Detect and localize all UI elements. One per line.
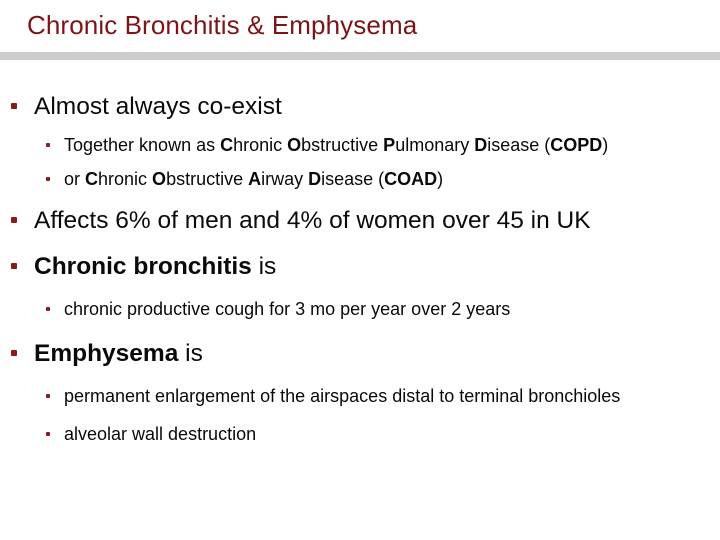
bullet-item-level1 <box>0 339 720 369</box>
bullet-dot-icon <box>11 103 17 109</box>
bullet-dot-icon <box>46 177 50 181</box>
spacer <box>0 125 720 134</box>
bullet-item-level1 <box>0 252 720 282</box>
bullet-dot-icon <box>46 432 50 436</box>
bullet-text: alveolar wall destruction <box>64 424 257 444</box>
bullet-dot-icon <box>46 394 50 398</box>
bullet-item-level1 <box>0 206 720 236</box>
bullet-dot-icon <box>11 217 17 223</box>
spacer <box>0 410 720 423</box>
bullet-text: Almost always co-exist <box>34 93 282 120</box>
spacer <box>0 372 720 385</box>
bullet-item-level2 <box>0 134 720 157</box>
bullet-item-level2 <box>0 168 720 191</box>
bullet-item-level2 <box>0 298 720 321</box>
title-divider <box>0 52 720 60</box>
bullet-text: Together known as Chronic Obstructive Pulmonary Disease (COPD) <box>64 135 609 155</box>
bullet-text: chronic productive cough for 3 mo per year over 2 years <box>64 299 511 319</box>
page-title: Chronic Bronchitis & Emphysema <box>27 10 418 40</box>
bullet-item-level2 <box>0 423 720 446</box>
bullet-dot-icon <box>46 143 50 147</box>
slide-body <box>0 92 720 448</box>
bullet-dot-icon <box>11 350 17 356</box>
bullet-text: Emphysema is <box>34 340 203 367</box>
bullet-item-level2 <box>0 385 720 408</box>
spacer <box>0 159 720 168</box>
bullet-text: Chronic bronchitis is <box>34 253 277 280</box>
spacer <box>0 193 720 206</box>
bullet-dot-icon <box>46 307 50 311</box>
bullet-dot-icon <box>11 263 17 269</box>
bullet-text: Affects 6% of men and 4% of women over 45 in UK <box>34 207 591 234</box>
spacer <box>0 239 720 252</box>
bullet-item-level1 <box>0 92 720 122</box>
bullet-text: permanent enlargement of the airspaces distal to terminal bronchioles <box>64 386 621 406</box>
spacer <box>0 323 720 339</box>
slide-title-area <box>0 0 720 52</box>
spacer <box>0 285 720 298</box>
bullet-text: or Chronic Obstructive Airway Disease (COAD) <box>64 169 444 189</box>
